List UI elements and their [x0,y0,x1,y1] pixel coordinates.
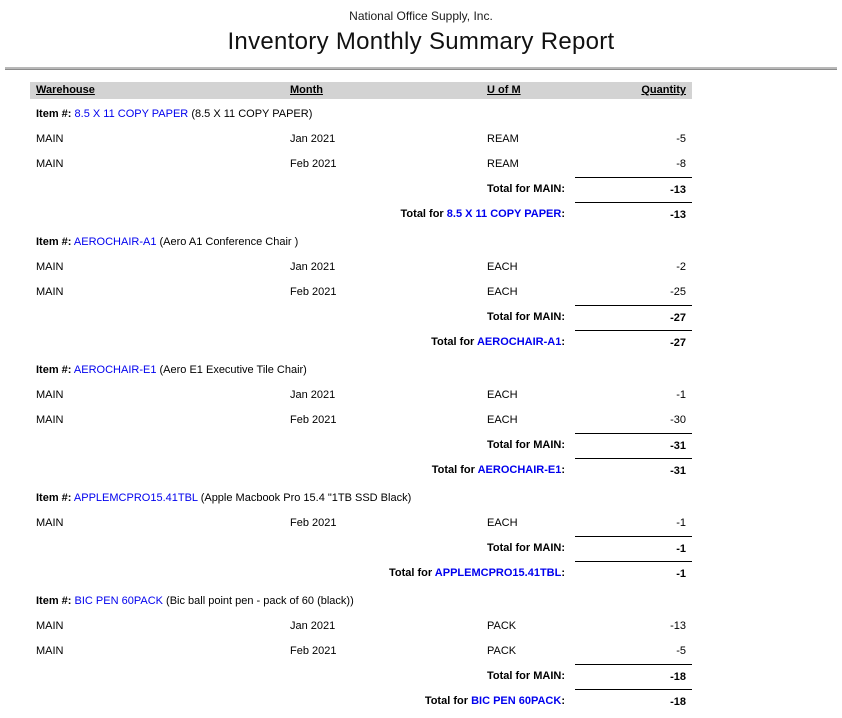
cell-quantity: -5 [676,133,686,145]
item-header [30,229,692,255]
item-total-value: -27 [575,330,692,355]
item-group [30,485,692,586]
warehouse-total-value: -27 [575,305,692,330]
item-header [30,101,692,127]
table-row [30,255,692,280]
item-description: (Apple Macbook Pro 15.4 "1TB SSD Black) [200,492,412,504]
column-header-uofm: U of M [487,84,521,96]
cell-uofm: PACK [487,645,517,657]
item-group [30,588,692,714]
cell-warehouse: MAIN [36,133,64,145]
item-total-value: -18 [575,689,692,714]
warehouse-total-label: Total for MAIN: [486,311,565,323]
item-group [30,357,692,483]
warehouse-total-label: Total for MAIN: [486,542,565,554]
item-header [30,485,692,511]
item-total-label [30,458,575,483]
item-total-value: -1 [575,561,692,586]
total-for-label: Total for [424,695,468,707]
item-total-number-link[interactable]: 8.5 X 11 COPY PAPER [446,208,562,220]
report-table [30,82,692,714]
warehouse-total-row [30,177,692,202]
cell-warehouse: MAIN [36,645,64,657]
total-for-label: Total for [388,567,433,579]
company-name: National Office Supply, Inc. [349,9,493,23]
item-total-label [30,689,575,714]
item-total-value: -31 [575,458,692,483]
cell-uofm: EACH [487,389,518,401]
item-header [30,357,692,383]
item-number-link[interactable]: AEROCHAIR-E1 [73,364,157,376]
warehouse-total-value: -13 [575,177,692,202]
item-group [30,101,692,227]
table-row [30,383,692,408]
cell-warehouse: MAIN [36,517,64,529]
cell-quantity: -5 [676,645,686,657]
cell-quantity: -8 [676,158,686,170]
item-number-link[interactable]: APPLEMCPRO15.41TBL [73,492,198,504]
cell-month: Feb 2021 [290,286,337,298]
total-for-label: Total for [400,208,444,220]
item-total-number-link[interactable]: AEROCHAIR-A1 [476,336,562,348]
total-colon: : [561,464,565,476]
column-header-quantity: Quantity [641,84,686,96]
cell-quantity: -1 [676,517,686,529]
item-number-label: Item #: [36,364,72,376]
title-divider [5,67,837,70]
item-number-link[interactable]: 8.5 X 11 COPY PAPER [74,108,189,120]
cell-month: Feb 2021 [290,517,337,529]
cell-uofm: EACH [487,261,518,273]
cell-warehouse: MAIN [36,620,64,632]
cell-quantity: -13 [670,620,686,632]
cell-quantity: -1 [676,389,686,401]
item-total-number-link[interactable]: BIC PEN 60PACK [471,695,562,707]
cell-month: Jan 2021 [290,389,336,401]
item-total-row [30,561,692,586]
warehouse-total-row [30,536,692,561]
cell-month: Jan 2021 [290,261,336,273]
cell-month: Feb 2021 [290,158,337,170]
item-number-label: Item #: [36,236,72,248]
cell-uofm: EACH [487,414,518,426]
cell-uofm: EACH [487,286,518,298]
item-description: (Bic ball point pen - pack of 60 (black)) [166,595,354,607]
cell-quantity: -25 [670,286,686,298]
item-header [30,588,692,614]
cell-uofm: EACH [487,517,518,529]
table-row [30,614,692,639]
total-for-label: Total for [431,336,475,348]
table-row [30,408,692,433]
warehouse-total-row [30,433,692,458]
item-number-label: Item #: [36,595,72,607]
item-total-row [30,458,692,483]
warehouse-total-label: Total for MAIN: [486,439,565,451]
cell-uofm: REAM [487,133,519,145]
cell-warehouse: MAIN [36,158,64,170]
item-total-row [30,202,692,227]
warehouse-total-label: Total for MAIN: [486,670,565,682]
total-colon: : [561,336,565,348]
column-header-month: Month [290,84,323,96]
cell-warehouse: MAIN [36,261,64,273]
cell-warehouse: MAIN [36,286,64,298]
cell-month: Jan 2021 [290,620,336,632]
cell-warehouse: MAIN [36,414,64,426]
total-colon: : [561,208,565,220]
report-body [30,101,692,714]
item-group [30,229,692,355]
cell-quantity: -30 [670,414,686,426]
item-total-label [30,330,575,355]
warehouse-total-value: -1 [575,536,692,561]
item-total-row [30,689,692,714]
item-total-value: -13 [575,202,692,227]
table-row [30,511,692,536]
table-row [30,639,692,664]
cell-uofm: REAM [487,158,519,170]
cell-month: Feb 2021 [290,414,337,426]
item-number-link[interactable]: AEROCHAIR-A1 [73,236,157,248]
column-header-warehouse: Warehouse [36,84,95,96]
warehouse-total-row [30,305,692,330]
item-number-label: Item #: [36,492,72,504]
cell-quantity: -2 [676,261,686,273]
cell-uofm: PACK [487,620,517,632]
page-title: Inventory Monthly Summary Report [227,28,615,55]
total-for-label: Total for [431,464,475,476]
item-description: (Aero E1 Executive Tile Chair) [159,364,307,376]
table-row [30,152,692,177]
item-description: (Aero A1 Conference Chair ) [159,236,299,248]
item-number-link[interactable]: BIC PEN 60PACK [74,595,163,607]
table-header-row [30,82,692,99]
warehouse-total-value: -18 [575,664,692,689]
item-total-label [30,202,575,227]
total-colon: : [561,695,565,707]
total-colon: : [561,567,565,579]
item-total-number-link[interactable]: AEROCHAIR-E1 [477,464,562,476]
warehouse-total-value: -31 [575,433,692,458]
cell-warehouse: MAIN [36,389,64,401]
item-total-label [30,561,575,586]
item-number-label: Item #: [36,108,72,120]
item-total-row [30,330,692,355]
table-row [30,280,692,305]
cell-month: Jan 2021 [290,133,336,145]
cell-month: Feb 2021 [290,645,337,657]
item-description: (8.5 X 11 COPY PAPER) [191,108,313,120]
table-row [30,127,692,152]
warehouse-total-label: Total for MAIN: [486,183,565,195]
item-total-number-link[interactable]: APPLEMCPRO15.41TBL [434,567,562,579]
warehouse-total-row [30,664,692,689]
